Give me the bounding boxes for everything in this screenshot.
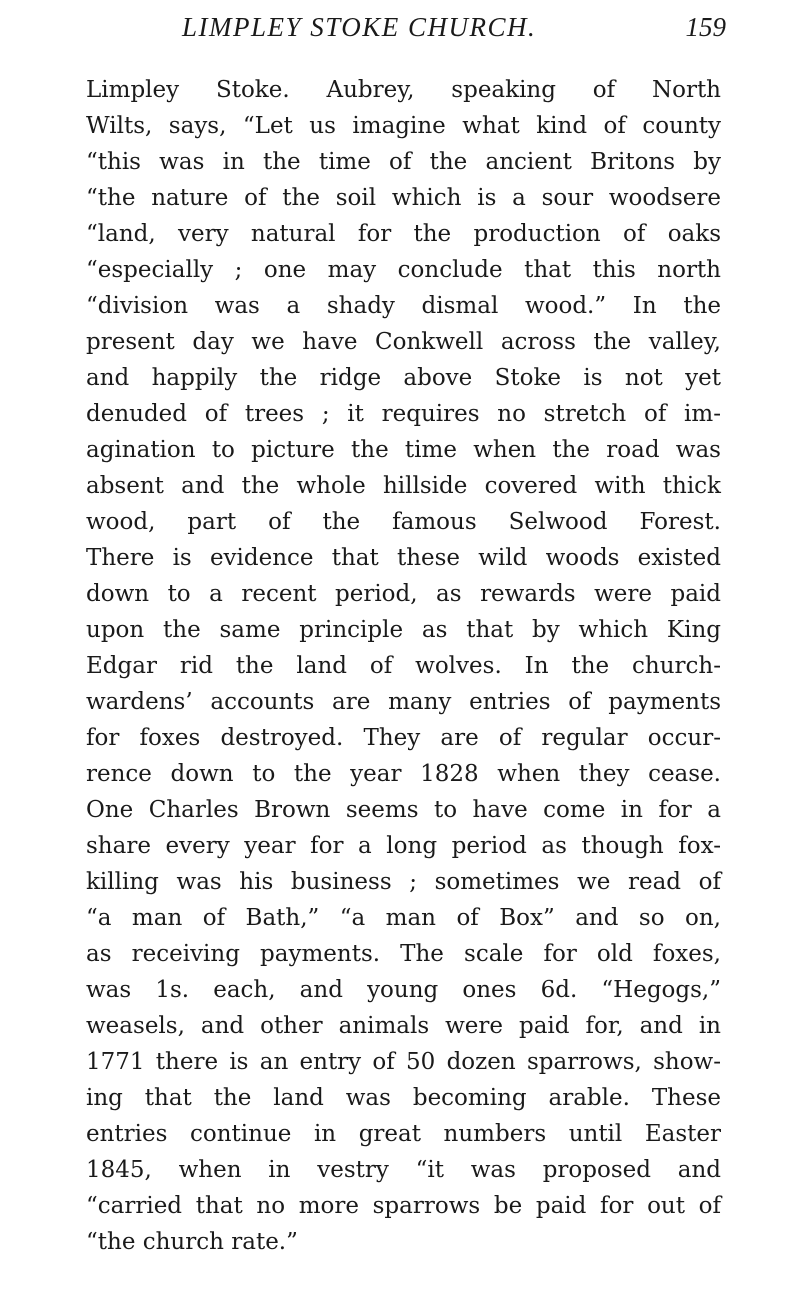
text-line: “the church rate.” xyxy=(86,1229,298,1255)
text-line: entries continue in great numbers until Easter xyxy=(86,1121,721,1147)
text-line: killing was his business ; sometimes we read of xyxy=(86,869,721,895)
text-line: wardens’ accounts are many entries of payments xyxy=(86,689,721,715)
text-line: upon the same principle as that by which King xyxy=(86,617,721,643)
text-line: “carried that no more sparrows be paid for out of xyxy=(86,1193,721,1219)
text-line: wood, part of the famous Selwood Forest. xyxy=(86,509,721,535)
text-line: share every year for a long period as though fox- xyxy=(86,833,721,859)
text-line: was 1s. each, and young ones 6d. “Hegogs,” xyxy=(86,977,721,1003)
text-line: 1845, when in vestry “it was proposed and xyxy=(86,1157,721,1183)
text-line: weasels, and other animals were paid for, and in xyxy=(86,1013,721,1039)
text-line: There is evidence that these wild woods existed xyxy=(86,545,721,571)
text-line: Wilts, says, “Let us imagine what kind of county xyxy=(86,113,721,139)
text-line: agination to picture the time when the road was xyxy=(86,437,721,463)
running-title: LIMPLEY STOKE CHURCH. xyxy=(182,12,537,42)
text-line: “division was a shady dismal wood.” In the xyxy=(86,293,721,319)
text-line: down to a recent period, as rewards were paid xyxy=(86,581,721,607)
text-line: “land, very natural for the production of oaks xyxy=(86,221,721,247)
text-line: “the nature of the soil which is a sour woodsere xyxy=(86,185,721,211)
text-line: and happily the ridge above Stoke is not yet xyxy=(86,365,721,391)
text-line: denuded of trees ; it requires no stretch of im- xyxy=(86,401,721,427)
text-line: for foxes destroyed. They are of regular occur- xyxy=(86,725,721,751)
body-text xyxy=(86,72,721,1260)
text-line: as receiving payments. The scale for old foxes, xyxy=(86,941,721,967)
text-line: absent and the whole hillside covered with thick xyxy=(86,473,721,499)
text-line: Edgar rid the land of wolves. In the church- xyxy=(86,653,721,679)
text-line: One Charles Brown seems to have come in for a xyxy=(86,797,721,823)
text-line: rence down to the year 1828 when they cease. xyxy=(86,761,721,787)
text-line: “a man of Bath,” “a man of Box” and so on, xyxy=(86,905,721,931)
text-line: present day we have Conkwell across the valley, xyxy=(86,329,721,355)
text-line: 1771 there is an entry of 50 dozen sparrows, show- xyxy=(86,1049,721,1075)
text-line: Limpley Stoke. Aubrey, speaking of North xyxy=(86,77,721,103)
running-head xyxy=(86,12,726,52)
page-number: 159 xyxy=(685,12,726,42)
text-line: “especially ; one may conclude that this north xyxy=(86,257,721,283)
text-line: “this was in the time of the ancient Britons by xyxy=(86,149,721,175)
text-line: ing that the land was becoming arable. These xyxy=(86,1085,721,1111)
